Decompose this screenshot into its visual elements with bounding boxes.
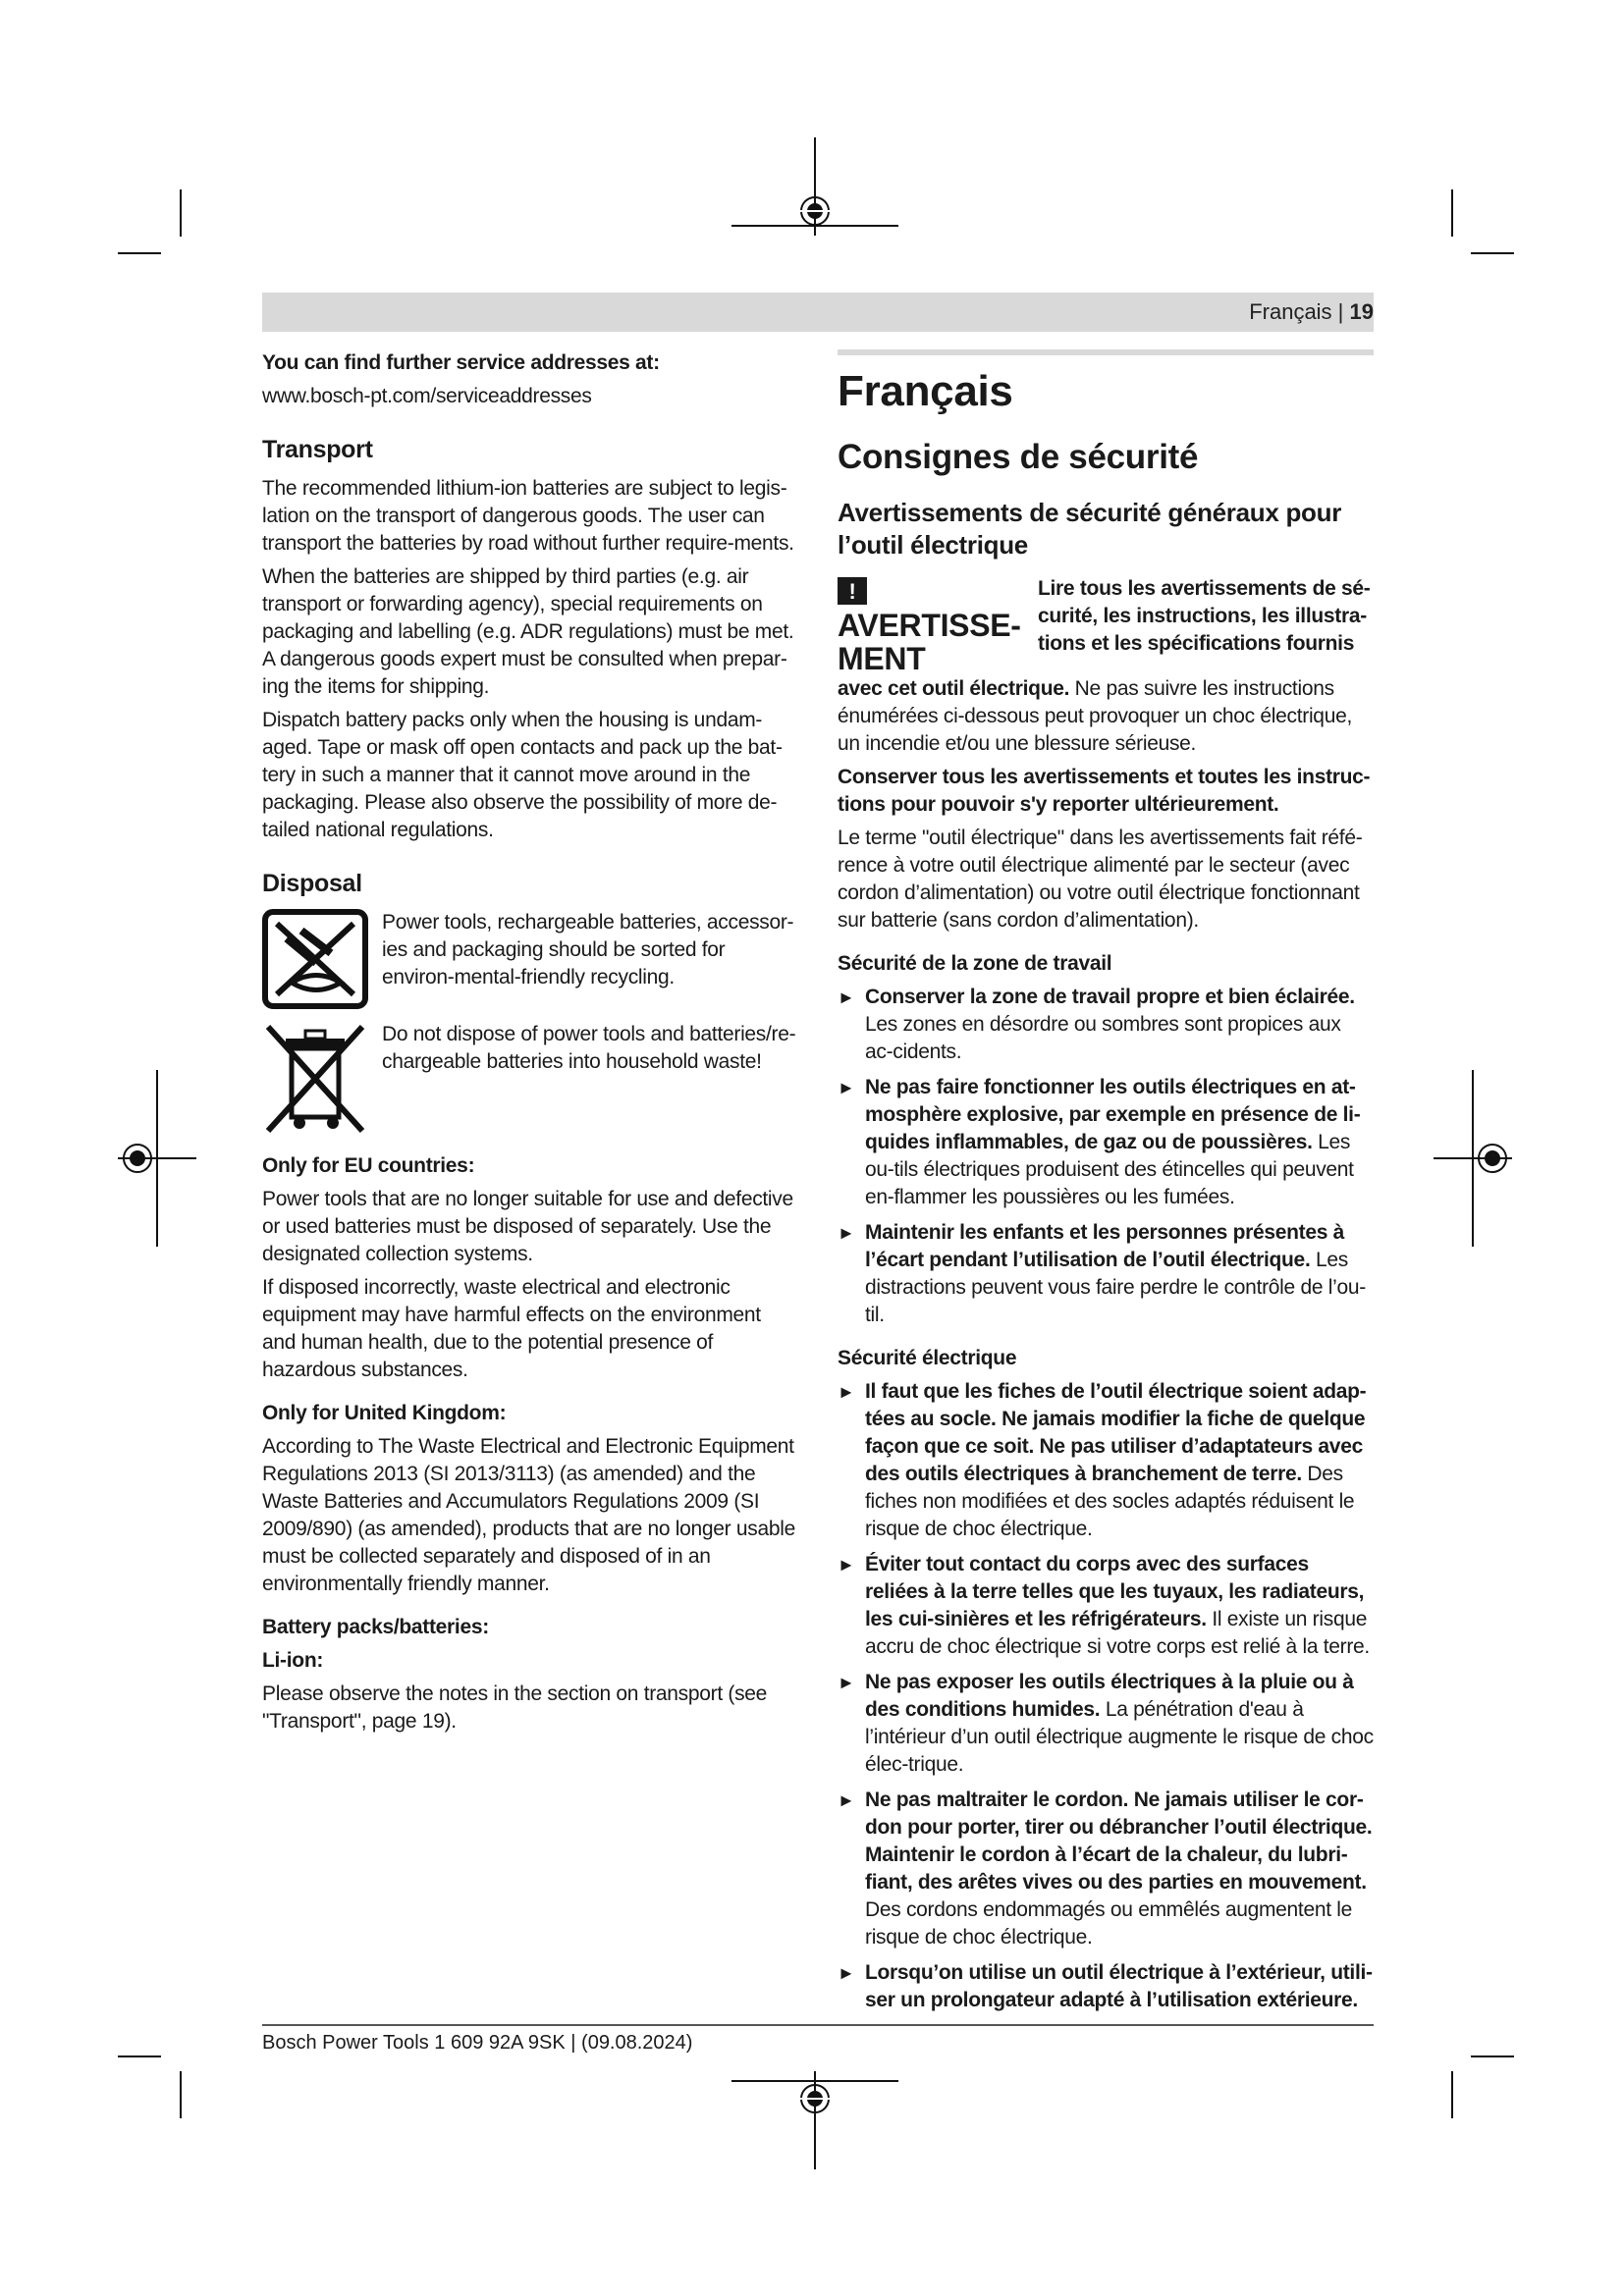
page-number: 19 <box>1349 299 1374 324</box>
item-text: Les zones en désordre ou sombres sont propices aux ac-cidents. <box>865 1013 1341 1063</box>
item-bold: Ne pas maltraiter le cordon. Ne jamais utiliser le cor-don pour porter, tirer ou débrancher l’outil électrique. Maintenir le cordon à l’écart de la chaleur, du lubri-fiant, des arêtes vives ou des parties en mouvement. <box>865 1789 1373 1894</box>
liion-heading: Li-ion: <box>262 1649 324 1672</box>
registration-mark <box>727 137 903 236</box>
crop-mark <box>180 2071 182 2118</box>
warning-continuation <box>838 675 1374 758</box>
warning-icon: ! <box>838 577 867 605</box>
item-bold: Ne pas faire fonctionner les outils électriques en at-mosphère explosive, par exemple en présence de li-quides inflammables, de gaz ou de poussières. <box>865 1076 1361 1153</box>
registration-mark <box>118 1070 196 1247</box>
liion-paragraph: Please observe the notes in the section on transport (see "Transport", page 19). <box>262 1682 768 1733</box>
service-url: www.bosch-pt.com/serviceaddresses <box>262 385 592 407</box>
eu-paragraph: If disposed incorrectly, waste electrical and electronic equipment may have harmful effects on the environment and human health, due to the potential presence of hazardous substances. <box>262 1276 761 1381</box>
header-language: Français <box>1249 299 1332 324</box>
waste-row <box>262 1021 797 1137</box>
item-bold: Lorsqu’on utilise un outil électrique à l’extérieur, utili-ser un prolongateur adapté à l’utilisation extérieure. <box>865 1961 1373 2011</box>
list-item: ► Ne pas exposer les outils électriques à la pluie ou à des conditions humides. La pénétration d'eau à l’intérieur d’un outil électrique augmente le risque de choc élec-trique. <box>838 1671 1374 1776</box>
battery-heading: Battery packs/batteries: <box>262 1616 489 1638</box>
item-text: Des fiches non modifiées et des socles adaptés réduisent le risque de choc électrique. <box>865 1463 1355 1540</box>
crop-mark <box>118 2056 161 2057</box>
item-text: La pénétration d'eau à l’intérieur d’un outil électrique augmente le risque de choc élec-trique. <box>865 1698 1374 1776</box>
item-text: Il existe un risque accru de choc électrique si votre corps est relié à la terre. <box>865 1608 1370 1658</box>
list-item: ► Ne pas faire fonctionner les outils électriques en at-mosphère explosive, par exemple en présence de li-quides inflammables, de gaz ou de poussières. Les ou-tils électriques produisent des étincelles qui peuvent en-flammer les poussières ou les fumées. <box>838 1076 1361 1208</box>
crossed-bin-icon <box>262 1021 368 1137</box>
disposal-text: Do not dispose of power tools and batteries/re-chargeable batteries into household waste! <box>382 1023 796 1073</box>
header-bar <box>262 293 1374 332</box>
item-bold: Maintenir les enfants et les personnes présentes à l’écart pendant l’utilisation de l’outil électrique. <box>865 1221 1345 1271</box>
warning-bold: Lire tous les avertissements de sé-curité, les instructions, les illustra-tions et les spécifications fournis <box>1038 577 1371 655</box>
recycling-row <box>262 909 797 1009</box>
crop-mark <box>1471 2056 1514 2057</box>
page-header: Français | 19 <box>1249 299 1374 324</box>
list-item: ► Ne pas maltraiter le cordon. Ne jamais utiliser le cor-don pour porter, tirer ou débrancher l’outil électrique. Maintenir le cordon à l’écart de la chaleur, du lubri-fiant, des arêtes vives ou des parties en mouvement. Des cordons endommagés ou emmêlés augmentent le risque de choc électrique. <box>838 1789 1373 1949</box>
transport-heading: Transport <box>262 436 373 463</box>
transport-paragraph: When the batteries are shipped by third parties (e.g. air transport or forwarding agency), special requirements on packaging and labelling (e.g. ADR regulations) must be met. A dangerous goods expert must be consulted when prepar-ing the items for shipping. <box>262 565 794 698</box>
item-bold: Ne pas exposer les outils électriques à la pluie ou à des conditions humides. <box>865 1671 1354 1721</box>
recycling-sort-icon <box>262 909 368 1009</box>
footer-rule <box>262 2024 1374 2026</box>
item-bold: Éviter tout contact du corps avec des surfaces reliées à la terre telles que les tuyaux, les radiateurs, les cui-sinières et les réfrigérateurs. <box>865 1553 1365 1630</box>
registration-mark <box>1434 1070 1512 1247</box>
right-column <box>838 349 1374 2022</box>
electrical-list <box>838 1378 1374 2014</box>
list-item: ► Il faut que les fiches de l’outil électrique soient adap-tées au socle. Ne jamais modifier la fiche de quelque façon que ce soit. Ne pas utiliser d’adaptateurs avec des outils électriques à branchement de terre. Des fiches non modifiées et des socles adaptés réduisent le risque de choc électrique. <box>838 1380 1367 1540</box>
list-item: ► Lorsqu’on utilise un outil électrique à l’extérieur, utili-ser un prolongateur adapté à l’utilisation extérieure. <box>838 1961 1373 2011</box>
keep-instructions: Conserver tous les avertissements et toutes les instruc-tions pour pouvoir s'y reporter ultérieurement. <box>838 766 1371 816</box>
work-area-heading: Sécurité de la zone de travail <box>838 952 1112 975</box>
uk-paragraph: According to The Waste Electrical and Electronic Equipment Regulations 2013 (SI 2013/3113) (as amended) and the Waste Batteries and Accumulators Regulations 2009 (SI 2009/890) (as amended), products that are no longer usable must be collected separately and disposed of in an environmentally friendly manner. <box>262 1435 795 1595</box>
service-label: You can find further service addresses at: <box>262 351 660 374</box>
disposal-text: Power tools, rechargeable batteries, accessor-ies and packaging should be sorted for environ-mental-friendly recycling. <box>382 911 794 988</box>
section-rule <box>838 349 1374 355</box>
item-bold: Conserver la zone de travail propre et bien éclairée. <box>865 986 1355 1008</box>
list-item: ► Conserver la zone de travail propre et bien éclairée. Les zones en désordre ou sombres sont propices aux ac-cidents. <box>838 986 1355 1063</box>
crop-mark <box>1471 252 1514 254</box>
eu-heading: Only for EU countries: <box>262 1154 475 1177</box>
item-text: Les distractions peuvent vous faire perdre le contrôle de l’ou-til. <box>865 1249 1366 1326</box>
work-area-list <box>838 984 1374 1329</box>
language-title: Français <box>838 367 1013 415</box>
footer-text: Bosch Power Tools 1 609 92A 9SK | (09.08.2024) <box>262 2032 693 2054</box>
crop-mark <box>1451 189 1453 237</box>
warning-label <box>838 575 1024 675</box>
item-bold: Il faut que les fiches de l’outil électrique soient adap-tées au socle. Ne jamais modifier la fiche de quelque façon que ce soit. Ne pas utiliser d’adaptateurs avec des outils électriques à branchement de terre. <box>865 1380 1367 1485</box>
eu-paragraph: Power tools that are no longer suitable for use and defective or used batteries must be disposed of separately. Use the designated collection systems. <box>262 1188 793 1265</box>
electrical-heading: Sécurité électrique <box>838 1347 1017 1369</box>
warning-word: AVERTISSE-MENT <box>838 608 1021 676</box>
disposal-heading: Disposal <box>262 870 362 897</box>
warning-block <box>838 575 1374 675</box>
crop-mark <box>118 252 161 254</box>
registration-mark <box>727 2071 903 2169</box>
item-text: Les ou-tils électriques produisent des étincelles qui peuvent en-flammer les poussières ou les fumées. <box>865 1131 1354 1208</box>
uk-heading: Only for United Kingdom: <box>262 1402 507 1424</box>
left-column <box>262 349 797 1741</box>
crop-mark <box>1451 2071 1453 2118</box>
transport-paragraph: The recommended lithium-ion batteries are subject to legis-lation on the transport of dangerous goods. The user can transport the batteries by road without further require-ments. <box>262 477 794 555</box>
crop-mark <box>180 189 182 237</box>
item-text: Des cordons endommagés ou emmêlés augmentent le risque de choc électrique. <box>865 1898 1353 1949</box>
term-paragraph: Le terme "outil électrique" dans les avertissements fait réfé-rence à votre outil électrique alimenté par le secteur (avec cordon d’alimentation) ou votre outil électrique fonctionnant sur batterie (sans cordon d’alimentation). <box>838 827 1363 932</box>
warning-cont-bold: avec cet outil électrique. <box>838 677 1070 700</box>
safety-title: Consignes de sécurité <box>838 438 1199 476</box>
list-item: ► Maintenir les enfants et les personnes présentes à l’écart pendant l’utilisation de l’outil électrique. Les distractions peuvent vous faire perdre le contrôle de l’ou-til. <box>838 1221 1366 1326</box>
list-item: ► Éviter tout contact du corps avec des surfaces reliées à la terre telles que les tuyaux, les radiateurs, les cui-sinières et les réfrigérateurs. Il existe un risque accru de choc électrique si votre corps est relié à la terre. <box>838 1553 1370 1658</box>
warning-cont-text: Ne pas suivre les instructions énumérées ci-dessous peut provoquer un choc électrique, un incendie et/ou une blessure sérieuse. <box>838 677 1352 755</box>
transport-paragraph: Dispatch battery packs only when the housing is undam-aged. Tape or mask off open contacts and pack up the bat-tery in such a manner that it cannot move around in the packaging. Please also observe the possibility of more de-tailed national regulations. <box>262 709 783 841</box>
section-heading: Avertissements de sécurité généraux pour l’outil électrique <box>838 498 1342 560</box>
